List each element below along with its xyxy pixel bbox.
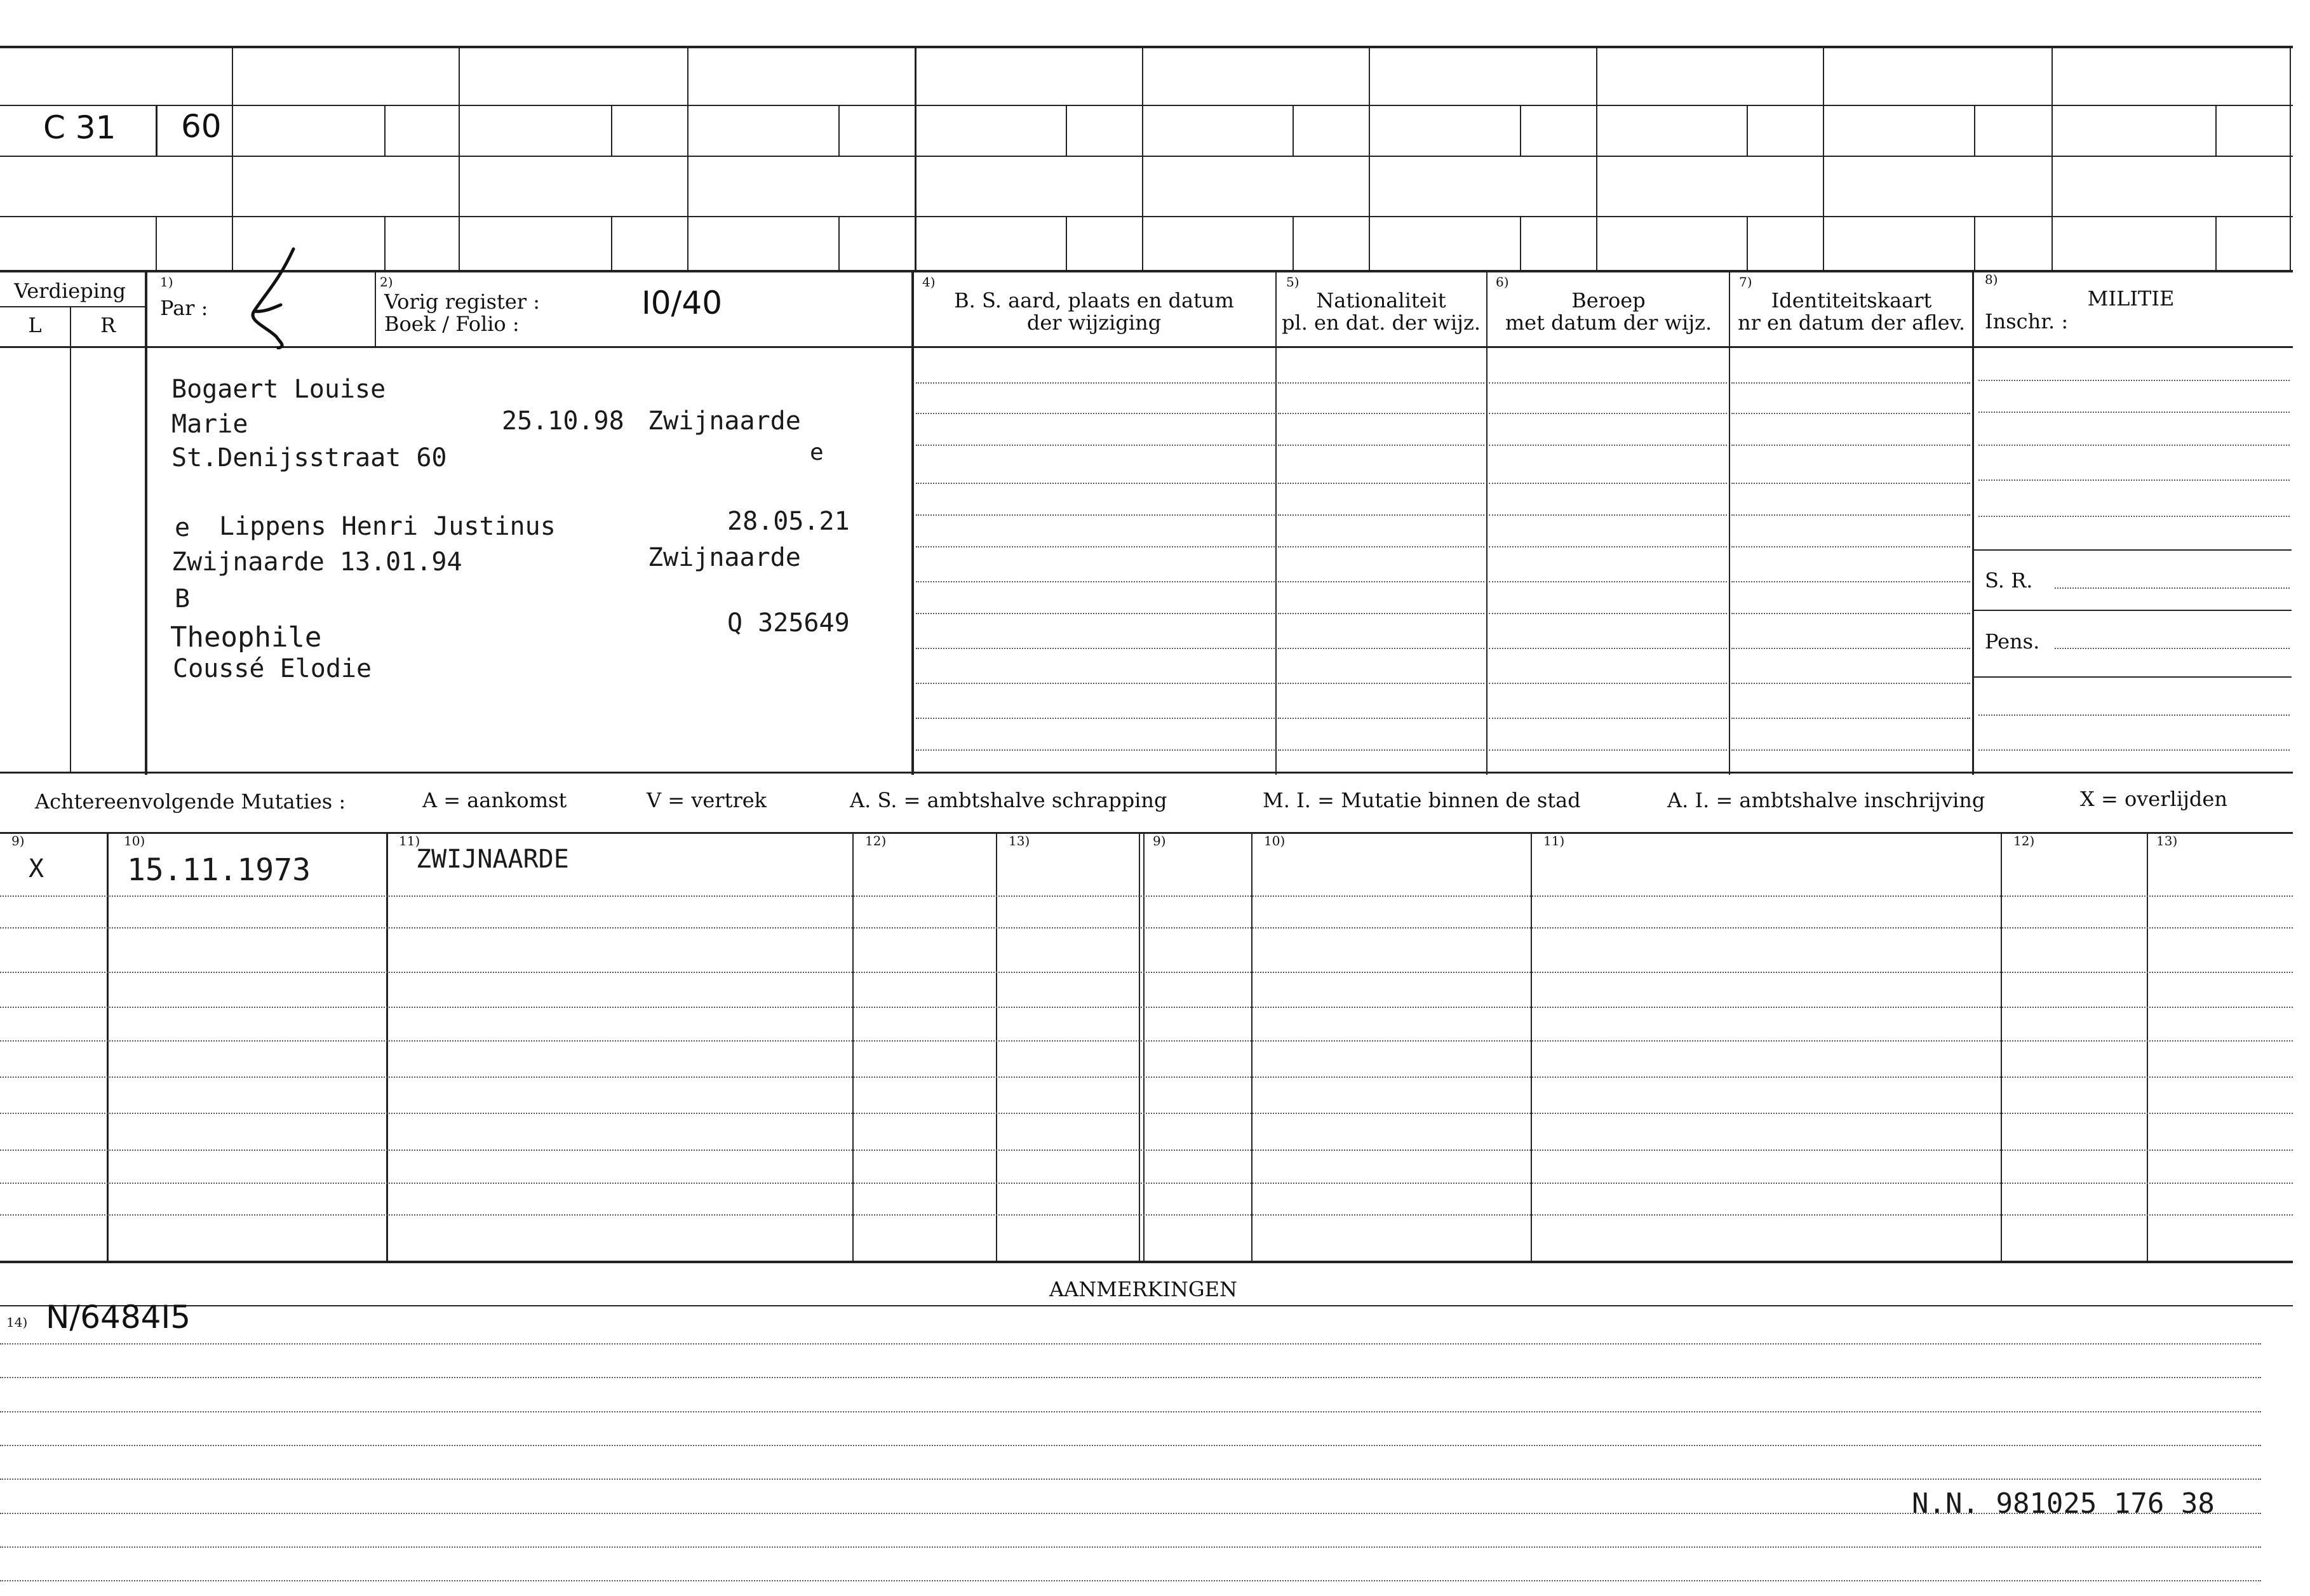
person-birth-date: 25.10.98	[502, 406, 624, 436]
legend-aankomst: A = aankomst	[422, 788, 567, 812]
spouse-date: 28.05.21	[727, 507, 850, 536]
father-name: Theophile	[170, 621, 322, 654]
militie-header: MILITIE	[2087, 286, 2175, 311]
nat-header-2: pl. en dat. der wijz.	[1281, 311, 1481, 335]
spouse-place: Zwijnaarde	[648, 543, 801, 572]
legend-ambtshalve-inschrijving: A. I. = ambtshalve inschrijving	[1667, 788, 1985, 812]
person-name-line2: Marie	[171, 410, 248, 439]
par-label: Par :	[160, 296, 208, 320]
verdieping-label: Verdieping	[14, 279, 126, 303]
e-mark: e	[810, 439, 824, 466]
num-7: 7)	[1739, 274, 1752, 290]
remarks-text: N/6484I5	[46, 1299, 191, 1336]
beroep-header-1: Beroep	[1571, 288, 1646, 312]
aanmerkingen-title: AANMERKINGEN	[1049, 1277, 1237, 1301]
col-num-9b: 9)	[1153, 833, 1166, 848]
bs-header-2: der wijziging	[1026, 311, 1162, 335]
par-signature	[241, 241, 318, 349]
col-num-10a: 10)	[124, 833, 145, 848]
col-num-9a: 9)	[11, 833, 25, 848]
id-header-1: Identiteitskaart	[1771, 288, 1932, 312]
col-num-11a: 11)	[399, 833, 420, 848]
person-name-line1: Bogaert Louise	[171, 375, 386, 404]
card-number: 60	[181, 108, 222, 145]
legend-ambtshalve-schrapping: A. S. = ambtshalve schrapping	[850, 788, 1167, 812]
id-header-2: nr en datum der aflev.	[1737, 311, 1966, 335]
num-14: 14)	[6, 1315, 28, 1330]
num-2: 2)	[380, 274, 393, 290]
num-5: 5)	[1286, 274, 1299, 290]
mutation-date: 15.11.1973	[127, 852, 311, 888]
pens-label: Pens.	[1985, 629, 2040, 654]
spouse-line2: Zwijnaarde 13.01.94	[171, 547, 462, 577]
boek-folio-label: Boek / Folio :	[384, 312, 520, 336]
spouse-name: Lippens Henri Justinus	[219, 512, 556, 541]
legend-vertrek: V = vertrek	[647, 788, 767, 812]
card-code: C 31	[43, 109, 116, 146]
num-4: 4)	[922, 274, 936, 290]
col-num-10b: 10)	[1264, 833, 1286, 848]
verdieping-r: R	[100, 313, 116, 337]
national-number: N.N. 981025 176 38	[1912, 1487, 2215, 1520]
spouse-prefix: e	[175, 513, 191, 542]
person-address: St.Denijsstraat 60	[171, 443, 447, 473]
num-6: 6)	[1496, 274, 1509, 290]
mutaties-label: Achtereenvolgende Mutaties :	[35, 789, 346, 814]
col-num-12a: 12)	[865, 833, 887, 848]
inschr-label: Inschr. :	[1985, 309, 2069, 333]
verdieping-l: L	[28, 313, 42, 337]
num-8: 8)	[1985, 272, 1998, 287]
mutation-place: ZWIJNAARDE	[416, 845, 569, 874]
register-reference: I0/40	[641, 285, 723, 321]
col-num-11b: 11)	[1543, 833, 1565, 848]
legend-mutatie-binnen-stad: M. I. = Mutatie binnen de stad	[1263, 788, 1581, 812]
num-1: 1)	[160, 274, 173, 290]
person-birth-place: Zwijnaarde	[648, 406, 801, 436]
col-num-12b: 12)	[2013, 833, 2035, 848]
sr-label: S. R.	[1985, 568, 2033, 593]
nat-header-1: Nationaliteit	[1316, 288, 1446, 312]
col-num-13a: 13)	[1009, 833, 1030, 848]
legend-overlijden: X = overlijden	[2080, 787, 2227, 811]
id-number: Q 325649	[727, 608, 850, 638]
col-num-13b: 13)	[2156, 833, 2178, 848]
b-mark: B	[175, 584, 191, 614]
mother-name: Coussé Elodie	[173, 654, 372, 683]
bs-header-1: B. S. aard, plaats en datum	[954, 288, 1234, 312]
mutation-code: X	[29, 854, 44, 883]
beroep-header-2: met datum der wijz.	[1505, 311, 1712, 335]
vorig-register-label: Vorig register :	[384, 290, 541, 314]
